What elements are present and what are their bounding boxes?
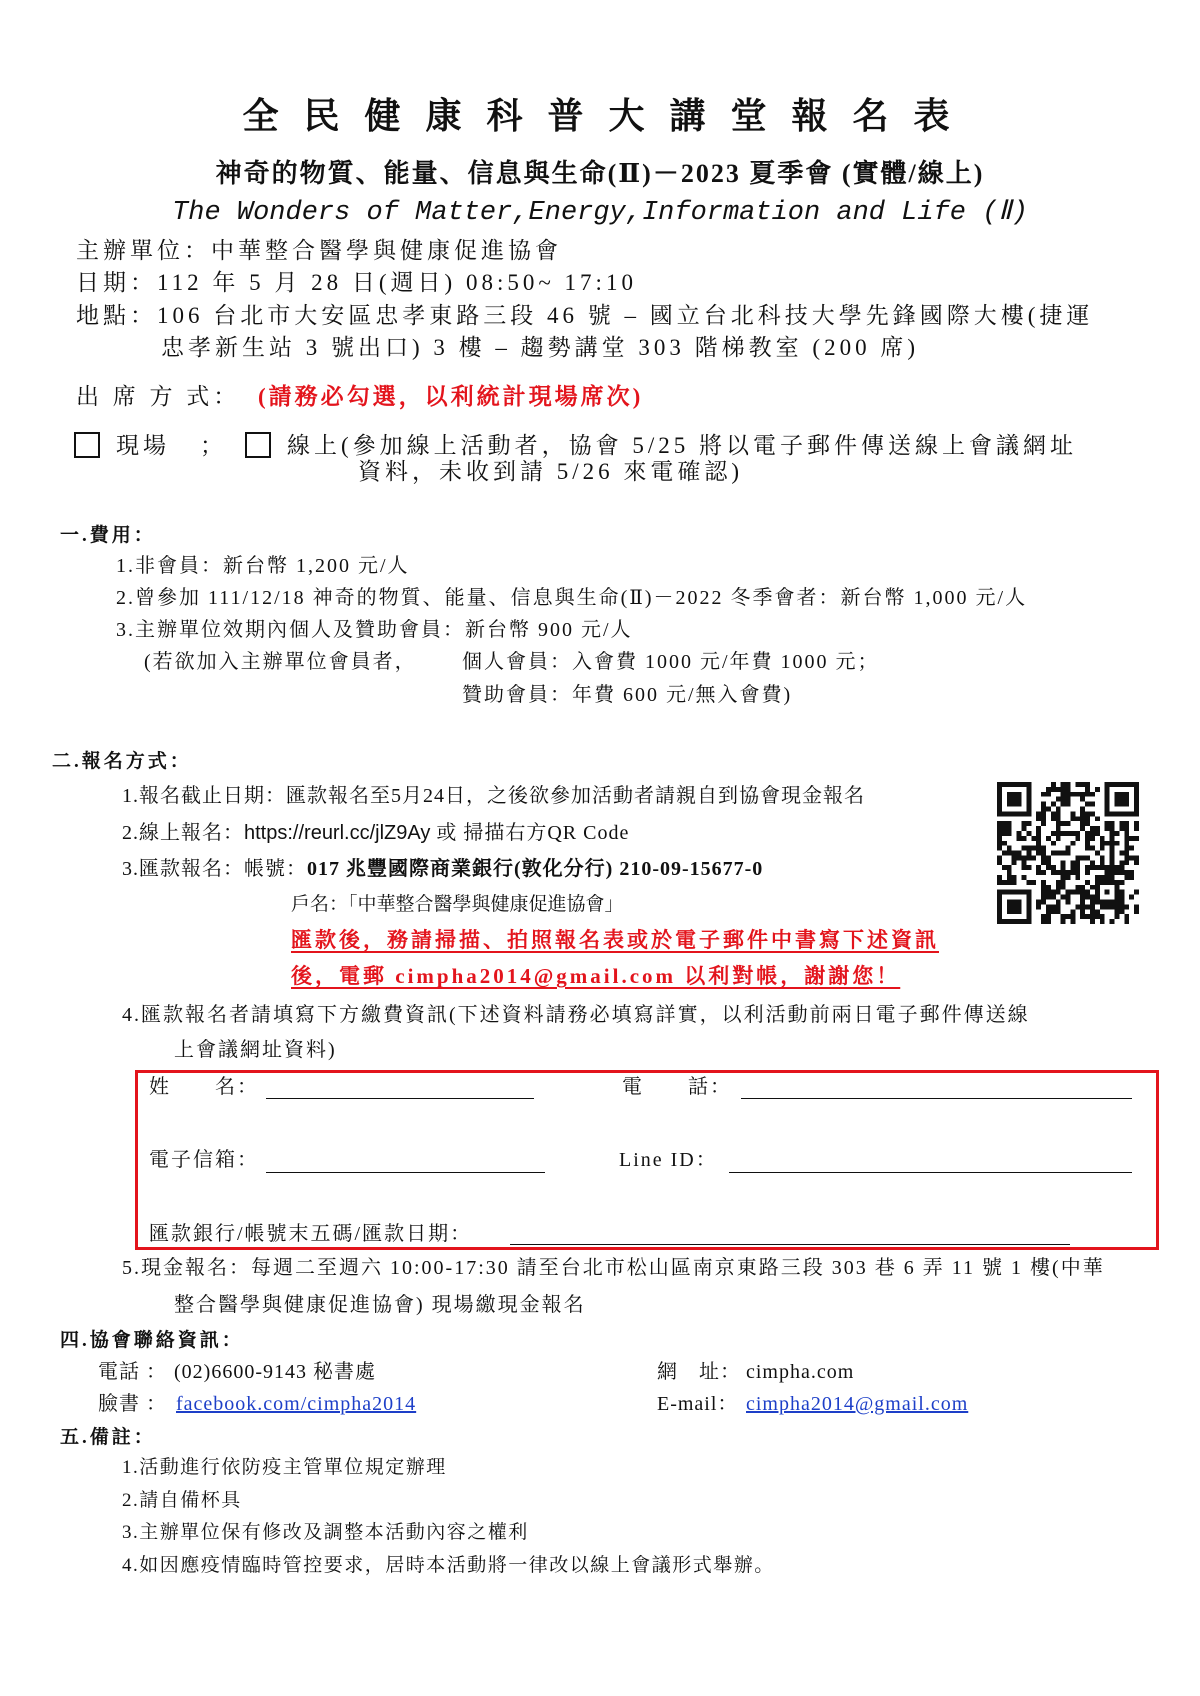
option-separator: ； bbox=[200, 433, 227, 458]
bank-transfer-line bbox=[122, 859, 763, 879]
name-label: 姓 名： bbox=[149, 1076, 259, 1098]
fee-item: 3.主辦單位效期內個人及贊助會員：新台幣 900 元/人 bbox=[116, 619, 633, 641]
email-label: 電子信箱： bbox=[149, 1149, 259, 1171]
facebook-label: 臉書 ： bbox=[98, 1393, 167, 1415]
qr-instruction: 或 掃描右方QR Code bbox=[430, 822, 630, 844]
online-checkbox[interactable] bbox=[245, 432, 271, 458]
event-subtitle: 神奇的物質、能量、信息與生命(Ⅱ)－2023 夏季會 (實體/線上) bbox=[215, 159, 985, 188]
line-id-field[interactable] bbox=[729, 1150, 1132, 1173]
form-instruction-line-1: 4.匯款報名者請填寫下方繳費資訊(下述資料請務必填寫詳實，以利活動前兩日電子郵件傳送線 bbox=[122, 1004, 1030, 1026]
website-value: cimpha.com bbox=[746, 1361, 855, 1383]
cash-registration-line-2: 整合醫學與健康促進協會) 現場繳現金報名 bbox=[174, 1294, 586, 1316]
contact-phone-label: 電話 ： bbox=[98, 1361, 167, 1383]
account-holder-name: 戶名：「中華整合醫學與健康促進協會」 bbox=[291, 894, 624, 915]
form-instruction-line-2: 上會議網址資料) bbox=[174, 1039, 337, 1061]
online-option-label-2: 資料，未收到請 5/26 來電確認) bbox=[358, 459, 744, 484]
bank-info-label: 匯款銀行/帳號末五碼/匯款日期： bbox=[149, 1223, 473, 1245]
date-line: 日期：112 年 5 月 28 日(週日) 08:50~ 17:10 bbox=[76, 270, 637, 295]
onsite-checkbox[interactable] bbox=[74, 432, 100, 458]
transfer-notice-line-2: 後，電郵 cimpha2014@gmail.com 以利對帳，謝謝您！ bbox=[291, 964, 901, 988]
transfer-notice-line-1: 匯款後，務請掃描、拍照報名表或於電子郵件中書寫下述資訊 bbox=[291, 928, 939, 952]
notes-heading: 五.備註： bbox=[60, 1427, 156, 1448]
bank-info-field[interactable] bbox=[510, 1222, 1070, 1245]
website-label: 網 址： bbox=[657, 1361, 741, 1383]
attendance-label: 出 席 方 式： bbox=[76, 384, 241, 409]
membership-individual: 個人會員：入會費 1000 元/年費 1000 元； bbox=[462, 651, 880, 673]
online-option-label-1: 線上(參加線上活動者，協會 5/25 將以電子郵件傳送線上會議網址 bbox=[287, 433, 1078, 458]
contact-heading: 四.協會聯絡資訊： bbox=[60, 1330, 244, 1351]
contact-email-label: E-mail： bbox=[657, 1393, 739, 1415]
registration-heading: 二.報名方式： bbox=[52, 751, 192, 772]
event-subtitle-english: The Wonders of Matter,Energy,Information and Life (Ⅱ) bbox=[172, 198, 1028, 228]
phone-label: 電 話： bbox=[622, 1076, 732, 1098]
cash-registration-line-1: 5.現金報名：每週二至週六 10:00-17:30 請至台北市松山區南京東路三段 303 巷 6 弄 11 號 1 樓(中華 bbox=[122, 1257, 1105, 1279]
note-item: 1.活動進行依防疫主管單位規定辦理 bbox=[122, 1457, 447, 1478]
attendance-note: (請務必勾選，以利統計現場席次) bbox=[258, 384, 644, 409]
fee-item: 1.非會員：新台幣 1,200 元/人 bbox=[116, 555, 410, 577]
note-item: 4.如因應疫情臨時管控要求，居時本活動將一律改以線上會議形式舉辦。 bbox=[122, 1555, 775, 1576]
online-registration-line bbox=[122, 823, 629, 843]
organizer-line: 主辦單位：中華整合醫學與健康促進協會 bbox=[76, 238, 562, 263]
membership-sponsor: 贊助會員：年費 600 元/無入會費) bbox=[462, 684, 793, 706]
fees-heading: 一.費用： bbox=[60, 525, 156, 546]
registration-deadline: 1.報名截止日期：匯款報名至5月24日，之後欲參加活動者請親自到協會現金報名 bbox=[122, 785, 865, 807]
bank-account-number: 017 兆豐國際商業銀行(敦化分行) 210-09-15677-0 bbox=[307, 858, 764, 880]
line-id-label: Line ID： bbox=[619, 1149, 718, 1171]
fee-item: 2.曾參加 111/12/18 神奇的物質、能量、信息與生命(Ⅱ)－2022 冬季會者：新台幣 1,000 元/人 bbox=[116, 587, 1028, 609]
membership-intro: (若欲加入主辦單位會員者， bbox=[144, 651, 417, 673]
location-line-2: 忠孝新生站 3 號出口) 3 樓 – 趨勢講堂 303 階梯教室 (200 席) bbox=[161, 335, 919, 360]
registration-url: https://reurl.cc/jlZ9Ay bbox=[244, 822, 431, 844]
online-registration-label: 2.線上報名： bbox=[122, 822, 244, 844]
facebook-link[interactable]: facebook.com/cimpha2014 bbox=[176, 1393, 417, 1415]
bank-transfer-label: 3.匯款報名：帳號： bbox=[122, 858, 307, 880]
email-field[interactable] bbox=[266, 1150, 545, 1173]
phone-field[interactable] bbox=[741, 1076, 1132, 1099]
note-item: 3.主辦單位保有修改及調整本活動內容之權利 bbox=[122, 1522, 529, 1543]
page-title: 全 民 健 康 科 普 大 講 堂 報 名 表 bbox=[242, 96, 958, 136]
note-item: 2.請自備杯具 bbox=[122, 1490, 242, 1511]
qr-code[interactable] bbox=[997, 782, 1139, 924]
name-field[interactable] bbox=[266, 1076, 534, 1099]
contact-phone-value: (02)6600-9143 秘書處 bbox=[174, 1361, 376, 1383]
onsite-option-label: 現場 bbox=[116, 433, 170, 458]
contact-email-link[interactable]: cimpha2014@gmail.com bbox=[746, 1393, 969, 1415]
location-line-1: 地點：106 台北市大安區忠孝東路三段 46 號 – 國立台北科技大學先鋒國際大樓(捷運 bbox=[76, 303, 1094, 328]
